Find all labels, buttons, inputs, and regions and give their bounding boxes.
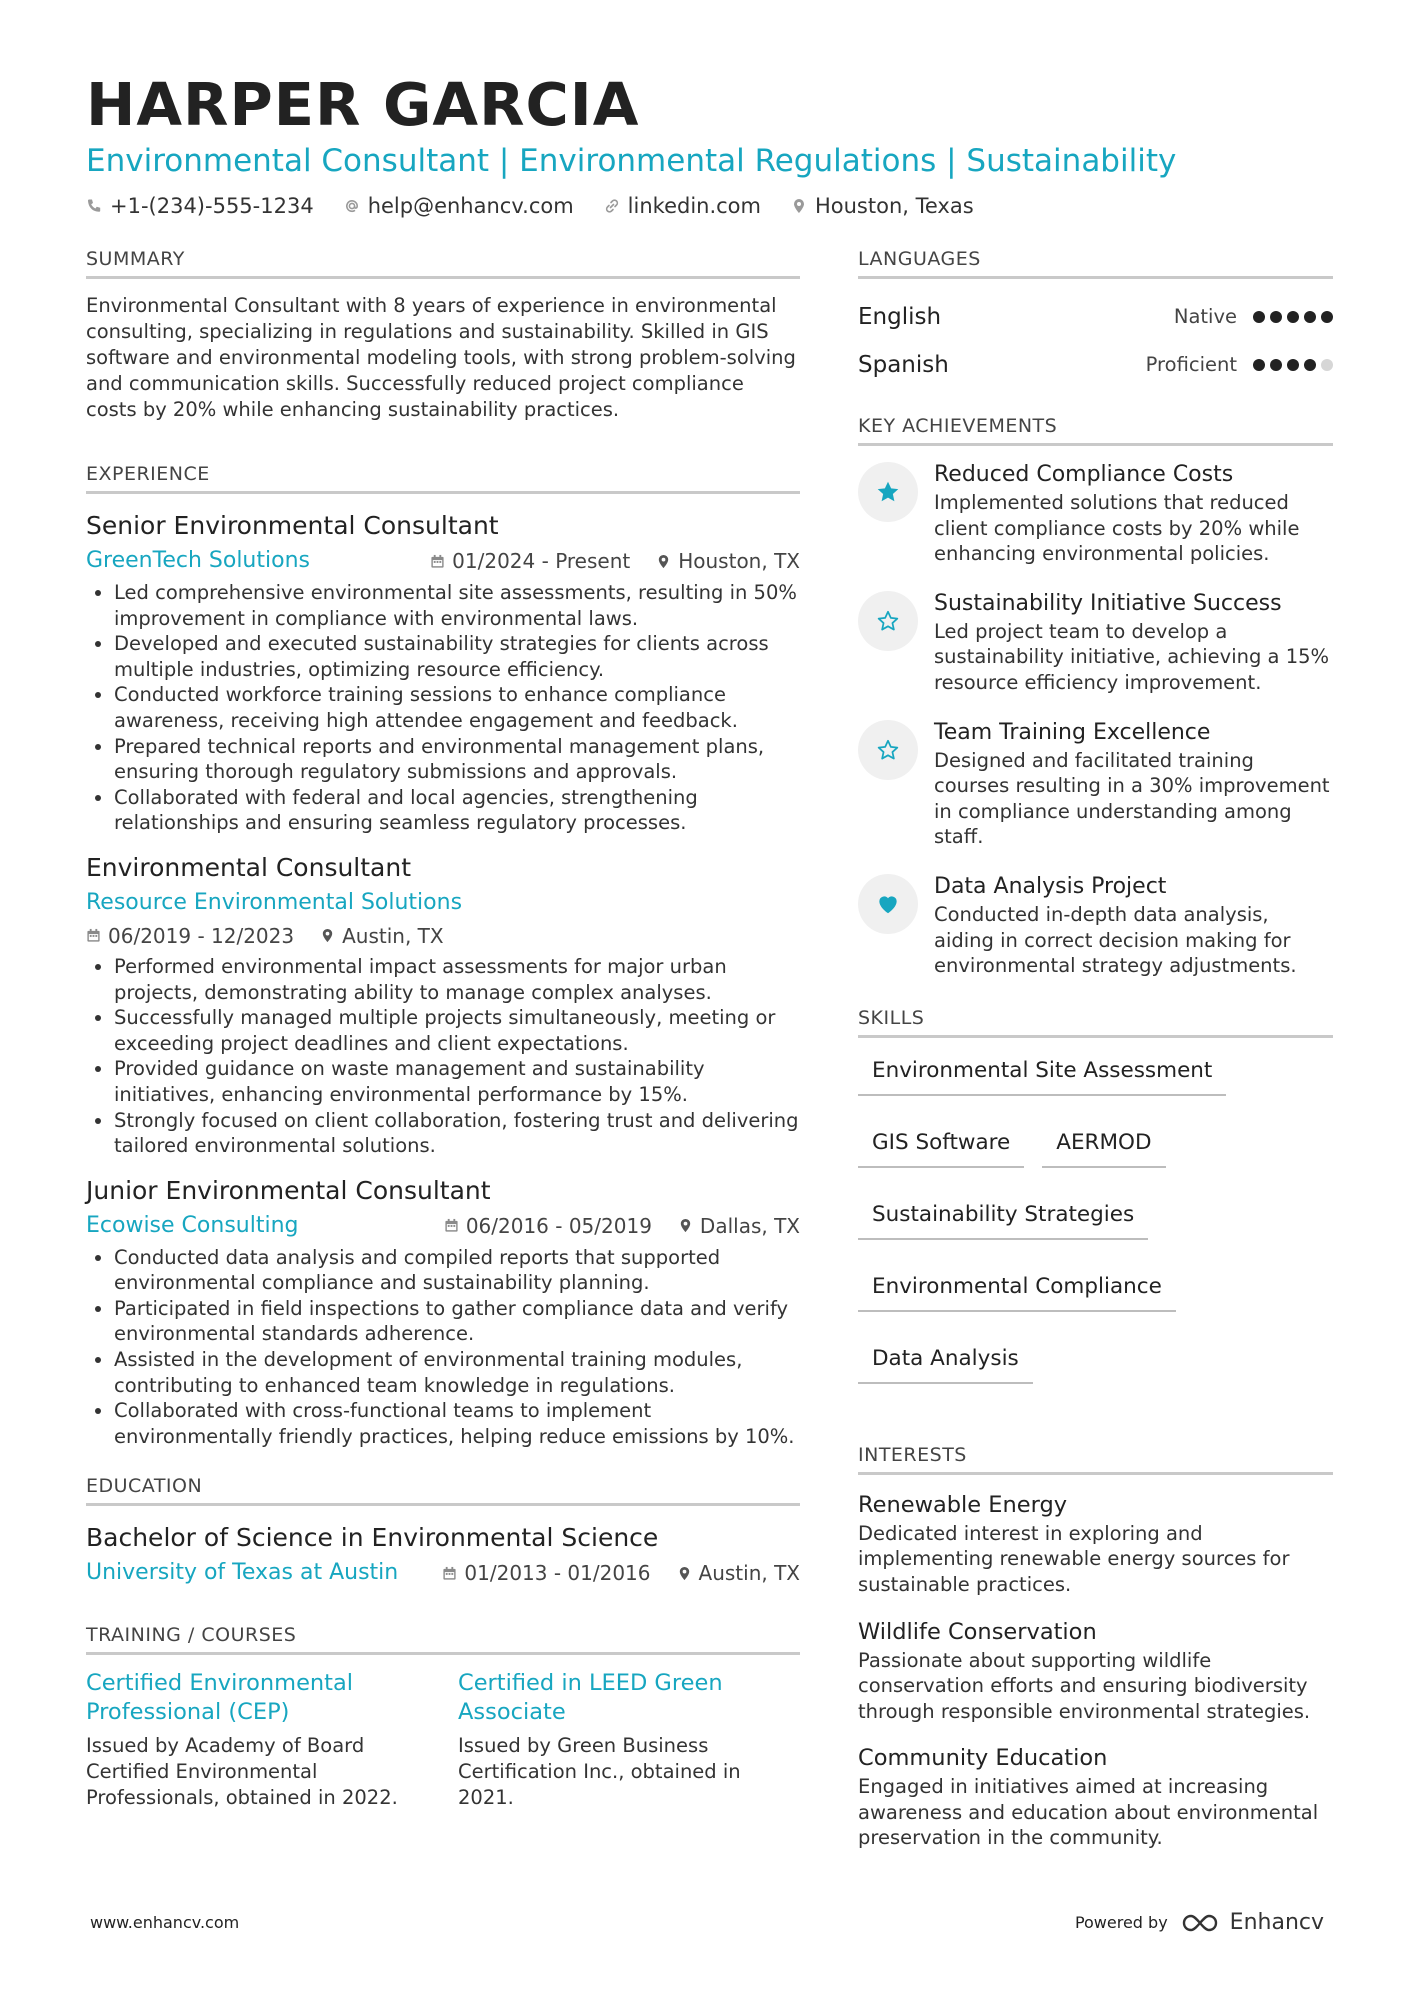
skill-list — [858, 1052, 1333, 1384]
job-bullets — [86, 580, 800, 836]
location-pin-icon — [678, 1218, 693, 1233]
achievement-icon-badge — [858, 720, 918, 780]
enhancv-logo-icon — [1180, 1912, 1220, 1934]
job-dates-text: 06/2019 - 12/2023 — [108, 923, 295, 948]
job-dates — [430, 544, 630, 578]
interest-desc: Dedicated interest in exploring and implementing renewable energy sources for sustainable practices. — [858, 1521, 1290, 1596]
contact-bar — [86, 194, 1326, 218]
location-pin-icon — [791, 198, 807, 214]
section-title-experience: EXPERIENCE — [86, 463, 800, 494]
job-location — [320, 920, 443, 952]
summary-section — [86, 248, 800, 423]
education-location — [677, 1556, 800, 1590]
skill-tag: Data Analysis — [858, 1340, 1033, 1384]
bullet: • Strongly focused on client collaboration, fostering trust and delivering tailored environmental solutions. — [114, 1108, 800, 1159]
section-title-interests: INTERESTS — [858, 1444, 1333, 1475]
job-bullets — [86, 1245, 800, 1450]
skill-tag: Sustainability Strategies — [858, 1196, 1148, 1240]
achievement-item — [858, 460, 1333, 567]
rating-dot-filled — [1304, 359, 1316, 371]
rating-dot-filled — [1270, 359, 1282, 371]
contact-location — [791, 194, 974, 218]
calendar-icon — [430, 554, 445, 569]
rating-dot-filled — [1253, 359, 1265, 371]
skills-section — [858, 1007, 1333, 1384]
job-title: Junior Environmental Consultant — [86, 1175, 491, 1205]
calendar-icon — [86, 928, 101, 943]
job-location-text: Dallas, TX — [699, 1213, 800, 1238]
location-pin-icon — [656, 554, 671, 569]
experience-section — [86, 463, 800, 1449]
phone-icon — [86, 198, 102, 214]
achievement-item — [858, 872, 1333, 979]
headline: Environmental Consultant | Environmental Regulations | Sustainability — [86, 143, 1177, 179]
interest-item — [858, 1742, 1333, 1851]
phone-text: +1-(234)-555-1234 — [110, 194, 314, 218]
rating-dot-filled — [1253, 311, 1265, 323]
interests-section — [858, 1444, 1333, 1851]
company-name: Resource Environmental Solutions — [86, 889, 463, 915]
job-title: Senior Environmental Consultant — [86, 511, 499, 540]
job-dates — [444, 1209, 652, 1243]
course-item — [86, 1669, 428, 1810]
rating-dot-filled — [1287, 311, 1299, 323]
course-title: Certified Environmental Professional (CEP) — [86, 1670, 354, 1726]
job-dates-text: 06/2016 - 05/2019 — [465, 1213, 652, 1238]
section-title-languages: LANGUAGES — [858, 248, 1333, 279]
section-title-achievements: KEY ACHIEVEMENTS — [858, 415, 1333, 446]
job-bullets — [86, 954, 800, 1159]
heart-icon — [875, 891, 901, 917]
star-outline-icon — [875, 608, 901, 634]
section-title-summary: SUMMARY — [86, 248, 800, 279]
interest-title: Wildlife Conservation — [858, 1618, 1097, 1645]
interest-title: Renewable Energy — [858, 1491, 1068, 1518]
interest-item — [858, 1489, 1333, 1598]
job-entry — [86, 850, 800, 1159]
job-location — [656, 544, 800, 578]
left-column — [86, 248, 800, 1810]
company-name: Ecowise Consulting — [86, 1212, 299, 1238]
bullet: • Prepared technical reports and environmental management plans, ensuring thorough regulatory submissions and approvals. — [114, 734, 800, 785]
course-item — [458, 1669, 800, 1810]
achievement-title: Reduced Compliance Costs — [934, 462, 1234, 487]
skill-tag: AERMOD — [1042, 1124, 1165, 1168]
achievement-title: Sustainability Initiative Success — [934, 590, 1282, 616]
course-title: Certified in LEED Green Associate — [458, 1670, 723, 1726]
job-meta — [86, 1209, 800, 1243]
school-name: University of Texas at Austin — [86, 1560, 399, 1586]
training-section — [86, 1624, 800, 1810]
at-icon — [344, 198, 360, 214]
brand-name: Enhancv — [1229, 1910, 1324, 1935]
job-location-text: Austin, TX — [342, 923, 444, 948]
skill-tag: GIS Software — [858, 1124, 1024, 1168]
achievement-desc: Led project team to develop a sustainability initiative, achieving a 15% resource efficiency improvement. — [934, 619, 1330, 694]
education-dates — [442, 1556, 650, 1590]
education-meta — [86, 1556, 800, 1590]
language-row — [858, 293, 1333, 341]
job-dates-text: 01/2024 - Present — [452, 549, 631, 573]
skill-tag: Environmental Site Assessment — [858, 1052, 1226, 1096]
achievement-desc: Implemented solutions that reduced client compliance costs by 20% while enhancing environmental policies. — [934, 491, 1300, 566]
education-location-text: Austin, TX — [698, 1561, 800, 1586]
location-pin-icon — [677, 1566, 692, 1581]
job-entry — [86, 508, 800, 836]
calendar-icon — [442, 1566, 457, 1581]
location-text: Houston, Texas — [814, 194, 974, 218]
bullet: • Led comprehensive environmental site assessments, resulting in 50% improvement in compliance with environmental laws. — [114, 580, 800, 631]
resume-header — [86, 70, 1326, 218]
achievements-section — [858, 415, 1333, 979]
star-filled-icon — [875, 479, 901, 505]
interest-desc: Engaged in initiatives aimed at increasing awareness and education about environmental preservation in the community. — [858, 1775, 1319, 1850]
degree-title: Bachelor of Science in Environmental Science — [86, 1523, 659, 1553]
job-dates — [86, 920, 294, 952]
achievement-body — [934, 460, 1333, 567]
interest-item — [858, 1616, 1333, 1725]
language-row — [858, 341, 1333, 389]
rating-dot-filled — [1321, 311, 1333, 323]
rating-dot-filled — [1270, 311, 1282, 323]
job-meta — [86, 886, 800, 920]
contact-linkedin[interactable] — [604, 194, 761, 218]
achievement-item — [858, 589, 1333, 696]
bullet: • Participated in field inspections to gather compliance data and verify environmental standards adherence. — [114, 1296, 800, 1347]
linkedin-text: linkedin.com — [627, 194, 761, 218]
bullet: • Developed and executed sustainability strategies for clients across multiple industries, optimizing resource efficiency. — [114, 631, 800, 682]
achievement-item — [858, 718, 1333, 850]
page-footer — [90, 1910, 1324, 1935]
achievement-title: Team Training Excellence — [934, 719, 1211, 745]
language-rating — [1253, 359, 1333, 371]
rating-dot-filled — [1304, 311, 1316, 323]
course-desc: Issued by Green Business Certification Inc., obtained in 2021. — [458, 1734, 741, 1809]
contact-email[interactable] — [344, 194, 574, 218]
achievement-icon-badge — [858, 591, 918, 651]
bullet: • Assisted in the development of environmental training modules, contributing to enhanced team knowledge in regulations. — [114, 1347, 800, 1398]
bullet: • Conducted workforce training sessions to enhance compliance awareness, receiving high attendee engagement and feedback. — [114, 682, 800, 733]
achievement-body — [934, 872, 1333, 979]
job-title: Environmental Consultant — [86, 852, 412, 882]
achievement-body — [934, 589, 1333, 696]
achievement-desc: Designed and facilitated training courses resulting in a 30% improvement in compliance understanding among staff. — [934, 748, 1330, 849]
skill-tag: Environmental Compliance — [858, 1268, 1176, 1312]
section-title-education: EDUCATION — [86, 1475, 800, 1506]
interest-title: Community Education — [858, 1745, 1108, 1772]
bullet: • Collaborated with cross-functional teams to implement environmentally friendly practices, helping reduce emissions by 10%. — [114, 1398, 800, 1449]
job-location-text: Houston, TX — [678, 549, 800, 573]
language-level: Native — [1173, 305, 1237, 328]
candidate-name: HARPER GARCIA — [86, 70, 640, 139]
section-title-training: TRAINING / COURSES — [86, 1624, 800, 1655]
language-level: Proficient — [1145, 353, 1237, 376]
location-pin-icon — [320, 928, 335, 943]
job-meta — [86, 544, 800, 578]
achievement-icon-badge — [858, 462, 918, 522]
company-name: GreenTech Solutions — [86, 548, 310, 573]
email-text: help@enhancv.com — [367, 194, 574, 218]
bullet: • Conducted data analysis and compiled reports that supported environmental compliance and sustainability planning. — [114, 1245, 800, 1296]
bullet: • Collaborated with federal and local agencies, strengthening relationships and ensuring seamless regulatory processes. — [114, 785, 800, 836]
summary-text: Environmental Consultant with 8 years of experience in environmental consulting, specializing in regulations and sustainability. Skilled in GIS software and environmental modeling tools, with strong problem-solving and communication skills. Successfully reduced project compliance costs by 20% while enhancing sustainability practices. — [86, 294, 796, 421]
link-icon — [604, 198, 620, 214]
course-desc: Issued by Academy of Board Certified Environmental Professionals, obtained in 2022. — [86, 1734, 398, 1809]
job-meta-row — [86, 920, 800, 952]
right-column — [858, 248, 1333, 1869]
course-list — [86, 1669, 800, 1810]
achievement-title: Data Analysis Project — [934, 873, 1167, 899]
language-rating — [1253, 311, 1333, 323]
bullet: • Provided guidance on waste management and sustainability initiatives, enhancing environmental performance by 15%. — [114, 1056, 800, 1107]
section-title-skills: SKILLS — [858, 1007, 1333, 1038]
education-section — [86, 1475, 800, 1590]
job-entry — [86, 1173, 800, 1450]
achievement-icon-badge — [858, 874, 918, 934]
language-name: English — [858, 304, 942, 330]
bullet: • Successfully managed multiple projects simultaneously, meeting or exceeding project deadlines and client expectations. — [114, 1005, 800, 1056]
achievement-desc: Conducted in-depth data analysis, aiding in correct decision making for environmental strategy adjustments. — [934, 902, 1297, 978]
powered-by — [1075, 1910, 1324, 1935]
achievement-body — [934, 718, 1333, 850]
bullet: • Performed environmental impact assessments for major urban projects, demonstrating ability to manage complex analyses. — [114, 954, 800, 1005]
education-dates-text: 01/2013 - 01/2016 — [464, 1561, 651, 1586]
interest-desc: Passionate about supporting wildlife conservation efforts and ensuring biodiversity through responsible environmental strategies. — [858, 1648, 1311, 1723]
brand-logo[interactable] — [1180, 1910, 1324, 1935]
rating-dot-empty — [1321, 359, 1333, 371]
language-name: Spanish — [858, 352, 949, 378]
contact-phone[interactable] — [86, 194, 314, 218]
footer-website-link[interactable]: www.enhancv.com — [90, 1913, 240, 1932]
star-outline-icon — [875, 737, 901, 763]
calendar-icon — [444, 1218, 459, 1233]
job-location — [678, 1209, 800, 1243]
powered-by-label: Powered by — [1074, 1913, 1168, 1932]
rating-dot-filled — [1287, 359, 1299, 371]
languages-section — [858, 248, 1333, 389]
